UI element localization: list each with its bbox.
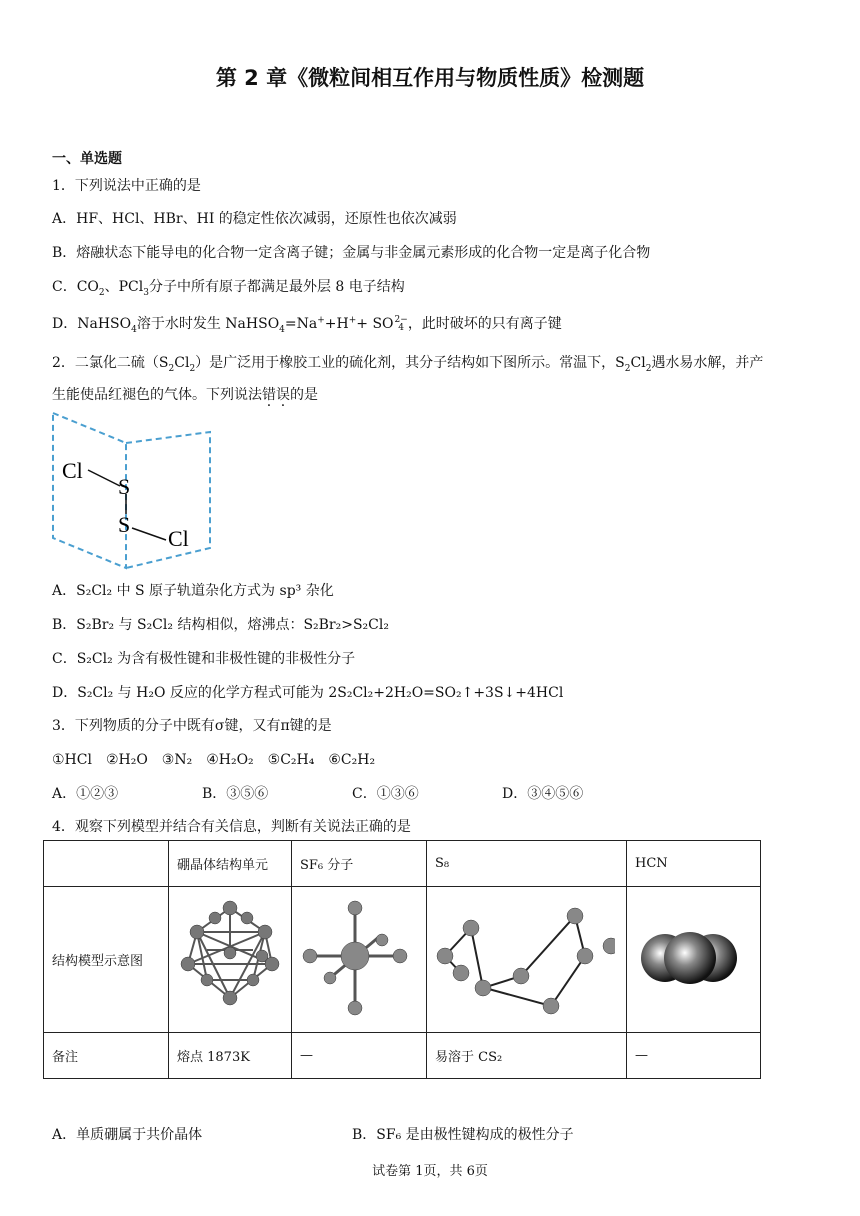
q2-option-b: B．S₂Br₂ 与 S₂Cl₂ 结构相似，熔沸点：S₂Br₂>S₂Cl₂ xyxy=(52,617,389,633)
note-sf6: — xyxy=(292,1033,427,1079)
atom-s-bottom: S xyxy=(118,512,131,537)
q1-stem: 1．下列说法中正确的是 xyxy=(52,178,201,194)
q1-option-a: A．HF、HCl、HBr、HI 的稳定性依次减弱，还原性也依次减弱 xyxy=(52,211,457,227)
table-header-empty xyxy=(44,841,169,887)
table-header-boron: 硼晶体结构单元 xyxy=(169,841,292,887)
q3-items: ①HCl ②H₂O ③N₂ ④H₂O₂ ⑤C₂H₄ ⑥C₂H₂ xyxy=(52,752,376,768)
q4-stem: 4．观察下列模型并结合有关信息，判断有关说法正确的是 xyxy=(52,819,411,835)
q4-option-a: A．单质硼属于共价晶体 xyxy=(52,1127,203,1143)
q3-option-d: D．③④⑤⑥ xyxy=(502,786,584,802)
q1-option-b: B．熔融状态下能导电的化合物一定含离子键；金属与非金属元素形成的化合物一定是离子化合物 xyxy=(52,245,651,261)
boron-model-cell xyxy=(169,887,292,1033)
q3-option-a: A．①②③ xyxy=(52,786,119,802)
table-header-s8: S₈ xyxy=(427,841,627,887)
q4-option-b: B．SF₆ 是由极性键构成的极性分子 xyxy=(352,1127,574,1143)
note-hcn: — xyxy=(627,1033,761,1079)
q4-model-table xyxy=(43,840,761,1079)
note-s8: 易溶于 CS₂ xyxy=(427,1033,627,1079)
boron-icosahedron-icon xyxy=(177,898,283,1018)
atom-cl-right: Cl xyxy=(168,526,189,551)
hcn-spacefill-icon xyxy=(635,898,745,1018)
table-header-sf6: SF₆ 分子 xyxy=(292,841,427,887)
page-footer: 试卷第 1页，共 6页 xyxy=(372,1164,488,1179)
hcn-model-cell xyxy=(627,887,761,1033)
table-header-hcn: HCN xyxy=(627,841,761,887)
page-title: 第 2 章《微粒间相互作用与物质性质》检测题 xyxy=(215,66,645,90)
table-row-label-note: 备注 xyxy=(44,1033,169,1079)
sf6-molecule-icon xyxy=(300,898,410,1018)
s2cl2-structure-diagram xyxy=(48,408,218,570)
section-heading: 一、单选题 xyxy=(52,151,122,167)
q3-option-b: B．③⑤⑥ xyxy=(202,786,269,802)
q2-option-c: C．S₂Cl₂ 为含有极性键和非极性键的非极性分子 xyxy=(52,651,356,667)
note-boron: 熔点 1873K xyxy=(169,1033,292,1079)
q1-option-d: D．NaHSO$_4$溶于水时发生 NaHSO$_4$=Na++H++ SO2− 4 ，此时破坏的只有离子键 xyxy=(52,315,562,335)
q2-stem-line2: 生能使品红褪色的气体。下列说法错误的是 xyxy=(52,387,318,403)
q1-option-c: C．$CO_2$、PCl$_3$分子中所有原子都满足最外层 8 电子结构 xyxy=(52,279,405,298)
q2-stem-line1: 2．二氯化二硫$(S_2Cl_2)$是广泛用于橡胶工业的硫化剂，其分子结构如下图所示。常温下，$S_2Cl_2$遇水易水解，并产 xyxy=(52,355,764,374)
q3-option-c: C．①③⑥ xyxy=(352,786,419,802)
sf6-model-cell xyxy=(292,887,427,1033)
atom-s-top: S xyxy=(118,474,131,499)
table-row-label-model: 结构模型示意图 xyxy=(44,887,169,1033)
s8-ring-icon xyxy=(435,898,615,1018)
q3-stem: 3．下列物质的分子中既有σ键，又有π键的是 xyxy=(52,718,332,734)
q2-option-d: D．S₂Cl₂ 与 H₂O 反应的化学方程式可能为 2S₂Cl₂+2H₂O=SO₂↑+3S↓+4HCl xyxy=(52,685,564,701)
s8-model-cell xyxy=(427,887,627,1033)
q2-option-a: A．S₂Cl₂ 中 S 原子轨道杂化方式为 sp³ 杂化 xyxy=(52,583,334,599)
atom-cl-left: Cl xyxy=(62,458,83,483)
